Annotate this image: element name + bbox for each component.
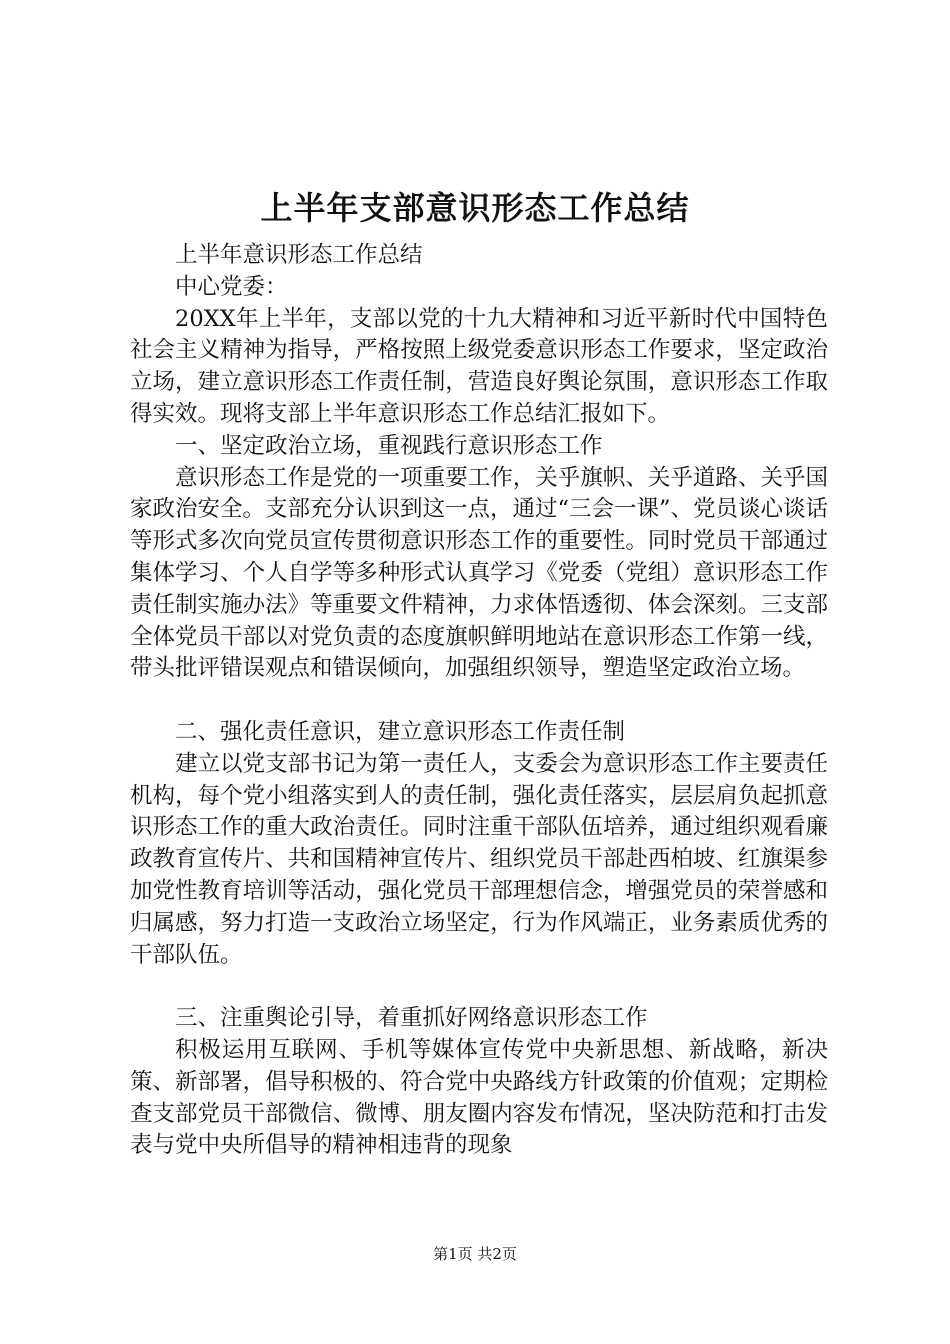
paragraph-section-1: 意识形态工作是党的一项重要工作，关乎旗帜、关乎道路、关乎国家政治安全。支部充分认识到这一点，通过“三会一课”、党员谈心谈话等形式多次向党员宣传贯彻意识形态工作的重要性。同时党员干部通过集体学习、个人自学等多种形式认真学习《党委（党组）意识形态工作责任制实施办法》等重要文件精神，力求体悟透彻、体会深刻。三支部全体党员干部以对党负责的态度旗帜鲜明地站在意识形态工作第一线，带头批评错误观点和错误倾向，加强组织领导，塑造坚定政治立场。 (130, 464, 829, 682)
paragraph-section-2: 建立以党支部书记为第一责任人，支委会为意识形态工作主要责任机构，每个党小组落实到人的责任制，强化责任落实，层层肩负起抓意识形态工作的重大政治责任。同时注重干部队伍培养，通过组织观看廉政教育宣传片、共和国精神宣传片、组织党员干部赴西柏坡、红旗渠参加党性教育培训等活动，强化党员干部理想信念，增强党员的荣誉感和归属感，努力打造一支政治立场坚定，行为作风端正，业务素质优秀的干部队伍。 (130, 750, 828, 968)
paragraph-addressee: 中心党委： (175, 273, 288, 300)
page-number: 第1页 共2页 (433, 1245, 517, 1263)
document-body (130, 240, 828, 1162)
paragraph-intro: 20XX年上半年，支部以党的十九大精神和习近平新时代中国特色社会主义精神为指导，严格按照上级党委意识形态工作要求，坚定政治立场，建立意识形态工作责任制，营造良好舆论氛围，意识形态工作取得实效。现将支部上半年意识形态工作总结汇报如下。 (130, 305, 828, 427)
document-title: 上半年支部意识形态工作总结 (260, 189, 690, 227)
section-heading-2: 二、强化责任意识，建立意识形态工作责任制 (175, 718, 626, 745)
section-heading-3: 三、注重舆论引导，着重抓好网络意识形态工作 (175, 1005, 648, 1032)
paragraph-subtitle: 上半年意识形态工作总结 (175, 242, 423, 268)
paragraph-section-3: 积极运用互联网、手机等媒体宣传党中央新思想、新战略，新决策、新部署，倡导积极的、符合党中央路线方针政策的价值观；定期检查支部党员干部微信、微博、朋友圈内容发布情况，坚决防范和打击发表与党中央所倡导的精神相违背的现象 (130, 1036, 828, 1159)
section-heading-1: 一、坚定政治立场，重视践行意识形态工作 (175, 432, 603, 459)
